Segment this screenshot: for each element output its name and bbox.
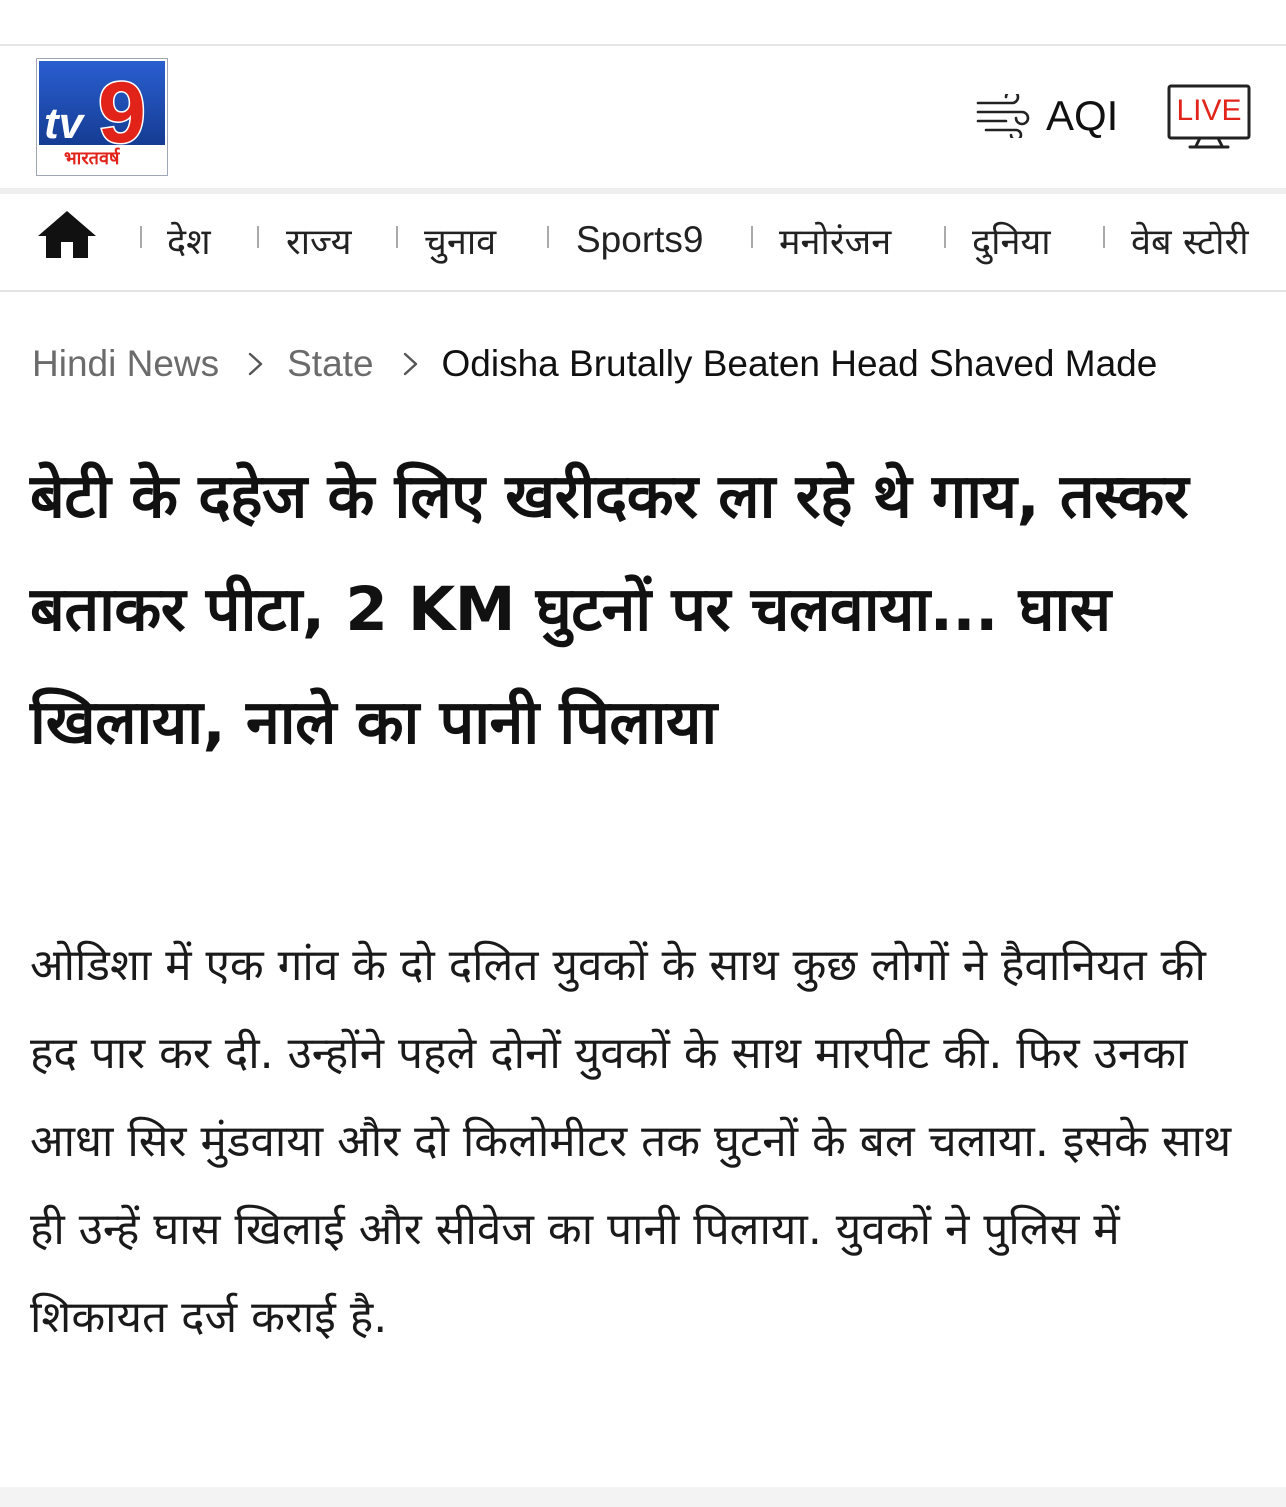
nav-divider — [396, 226, 398, 248]
page-bottom-band — [0, 1487, 1286, 1507]
svg-text:9: 9 — [98, 65, 146, 161]
breadcrumb — [32, 338, 1258, 390]
tv9-logo[interactable] — [36, 58, 168, 176]
article-headline: बेटी के दहेज के लिए खरीदकर ला रहे थे गाय, तस्कर बताकर पीटा, 2 KM घुटनों पर चलवाया... घास खिलाया, नाले का पानी पिलाया — [30, 461, 1189, 758]
nav-item-sports9[interactable]: Sports9 — [576, 219, 704, 260]
nav-item-desh[interactable]: देश — [167, 221, 211, 263]
nav-divider — [944, 226, 946, 248]
nav-item-rajya[interactable]: राज्य — [286, 221, 352, 263]
wind-icon — [976, 94, 1032, 138]
logo-subtext: भारतवर्ष — [64, 148, 120, 169]
nav-item-duniya[interactable]: दुनिया — [972, 221, 1051, 263]
nav-divider — [547, 226, 549, 248]
live-label: LIVE — [1176, 94, 1242, 127]
nav-divider — [751, 226, 753, 248]
nav-item-web-stories[interactable]: वेब स्टोरी — [1131, 221, 1249, 263]
nav-divider — [1103, 226, 1105, 248]
aqi-button[interactable] — [976, 88, 1118, 144]
home-icon — [36, 208, 98, 260]
nav-bottom-border — [0, 290, 1286, 292]
live-tv-button[interactable] — [1166, 84, 1252, 152]
nav-divider — [140, 226, 142, 248]
nav-divider — [257, 226, 259, 248]
main-navigation — [0, 194, 1286, 290]
chevron-right-icon — [400, 350, 422, 378]
breadcrumb-state[interactable]: State — [287, 343, 374, 384]
aqi-label: AQI — [1046, 92, 1119, 139]
breadcrumb-current-article: Odisha Brutally Beaten Head Shaved Made — [441, 343, 1158, 384]
nav-item-chunav[interactable]: चुनाव — [424, 221, 497, 263]
svg-text:tv: tv — [44, 99, 84, 148]
chevron-right-icon — [245, 350, 267, 378]
nav-home[interactable] — [36, 208, 98, 260]
article-summary: ओडिशा में एक गांव के दो दलित युवकों के साथ कुछ लोगों ने हैवानियत की हद पार कर दी. उन्होंने पहले दोनों युवकों के साथ मारपीट की. फिर उनका आधा सिर मुंडवाया और दो किलोमीटर तक घुटनों के बल चलाया. इसके साथ ही उन्हें घास खिलाई और सीवेज का पानी पिलाया. युवकों ने पुलिस में शिकायत दर्ज कराई है. — [30, 940, 1232, 1343]
breadcrumb-hindi-news[interactable]: Hindi News — [32, 343, 220, 384]
nav-item-manoranjan[interactable]: मनोरंजन — [779, 221, 892, 263]
